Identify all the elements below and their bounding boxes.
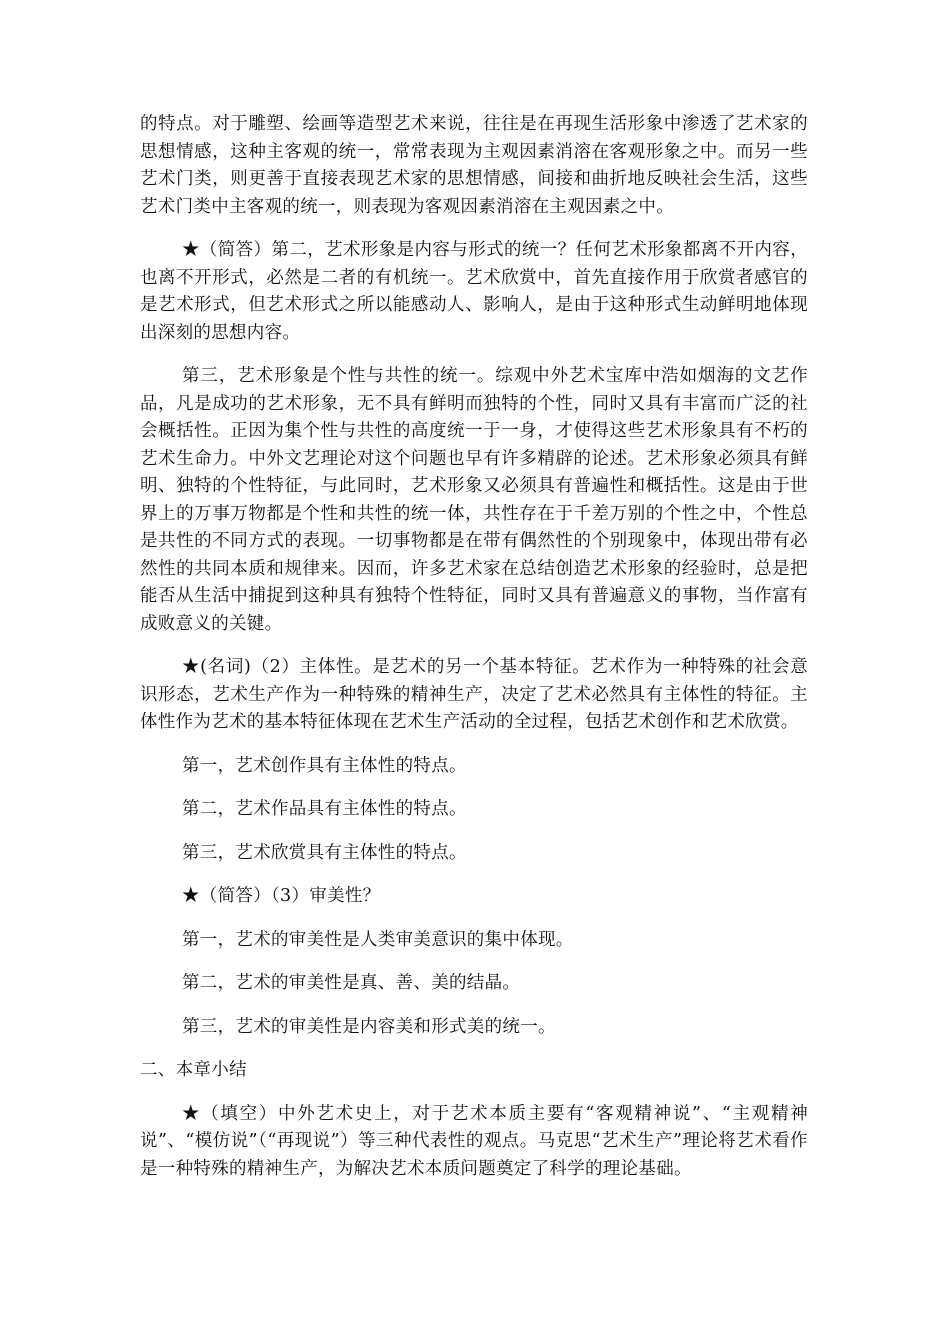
document-page xyxy=(140,111,808,1183)
paragraph-subjectivity-definition: ★(名词)（2）主体性。是艺术的另一个基本特征。艺术作为一种特殊的社会意识形态，艺术生产作为一种特殊的精神生产，决定了艺术必然具有主体性的特征。主体性作为艺术的基本特征体现在艺术生产活动的全过程，包括艺术创作和艺术欣赏。 xyxy=(140,657,808,732)
list-item-truth-goodness-beauty: 第二，艺术的审美性是真、善、美的结晶。 xyxy=(182,973,521,993)
list-item-aesthetic-consciousness: 第一，艺术的审美性是人类审美意识的集中体现。 xyxy=(182,929,574,950)
list-item-creation-subjectivity: 第一，艺术创作具有主体性的特点。 xyxy=(182,755,467,776)
list-item-appreciation-subjectivity: 第三，艺术欣赏具有主体性的特点。 xyxy=(182,842,467,863)
paragraph-content-form-unity: ★（简答）第二，艺术形象是内容与形式的统一？任何艺术形象都离不开内容，也离不开形式，必然是二者的有机统一。艺术欣赏中，首先直接作用于欣赏者感官的是艺术形式，但艺术形式之所以能感动人、影响人，是由于这种形式生动鲜明地体现出深刻的思想内容。 xyxy=(140,240,808,343)
section-heading-chapter-summary: 二、本章小结 xyxy=(140,1060,247,1080)
paragraph-subject-object-unity: 的特点。对于雕塑、绘画等造型艺术来说，往往是在再现生活形象中渗透了艺术家的思想情感，这种主客观的统一，常常表现为主观因素消溶在客观形象之中。而另一些艺术门类，则更善于直接表现艺术家的思想情感，间接和曲折地反映社会生活，这些艺术门类中主客观的统一，则表现为客观因素消溶在主观因素之中。 xyxy=(140,114,808,217)
list-item-work-subjectivity: 第二，艺术作品具有主体性的特点。 xyxy=(182,799,467,819)
list-item-content-form-beauty: 第三，艺术的审美性是内容美和形式美的统一。 xyxy=(182,1016,556,1037)
question-aesthetics: ★（简答）（3）审美性？ xyxy=(182,886,381,906)
paragraph-individuality-commonality: 第三，艺术形象是个性与共性的统一。综观中外艺术宝库中浩如烟海的文艺作品，凡是成功的艺术形象，无不具有鲜明而独特的个性，同时又具有丰富而广泛的社会概括性。正因为集个性与共性的高度统一于一身，才使得这些艺术形象具有不朽的艺术生命力。中外文艺理论对这个问题也早有许多精辟的论述。艺术形象必须具有鲜明、独特的个性特征，与此同时，艺术形象又必须具有普遍性和概括性。这是由于世界上的万事万物都是个性和共性的统一体，共性存在于千差万别的个性之中，个性总是共性的不同方式的表现。一切事物都是在带有偶然性的个别现象中，体现出带有必然性的共同本质和规律来。因而，许多艺术家在总结创造艺术形象的经验时，总是把能否从生活中捕捉到这种具有独特个性特征，同时又具有普遍意义的事物，当作富有成败意义的关键。 xyxy=(140,366,808,634)
paragraph-chapter-summary: ★（填空）中外艺术史上，对于艺术本质主要有“客观精神说”、“主观精神说”、“模仿说”（“再现说”）等三种代表性的观点。马克思“艺术生产”理论将艺术看作是一种特殊的精神生产，为解决艺术本质问题奠定了科学的理论基础。 xyxy=(140,1103,808,1179)
